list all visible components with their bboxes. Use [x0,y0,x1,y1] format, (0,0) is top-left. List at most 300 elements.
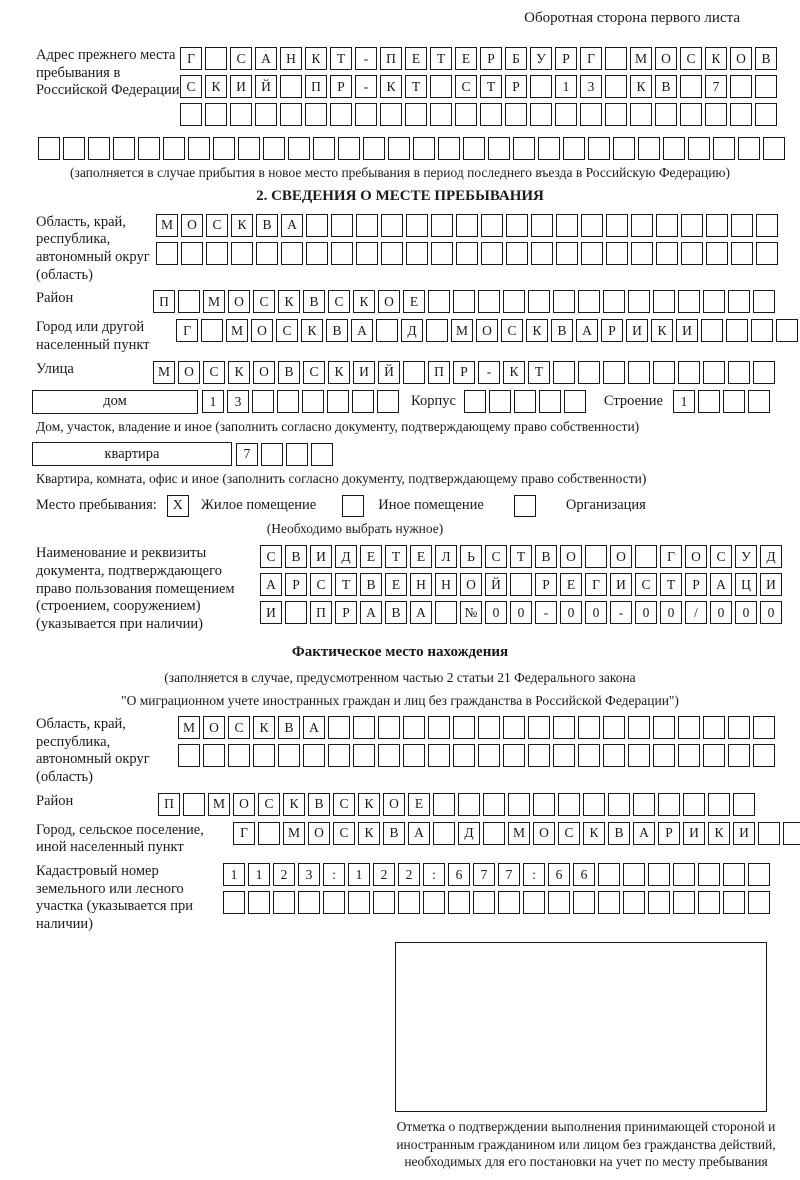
char-cell[interactable] [453,716,475,739]
char-cell[interactable] [252,390,274,413]
char-cell[interactable] [363,137,385,160]
city-row[interactable] [176,319,800,342]
char-cell[interactable]: К [353,290,375,313]
char-cell[interactable]: М [226,319,248,342]
char-cell[interactable]: 6 [548,863,570,886]
char-cell[interactable] [598,891,620,914]
char-cell[interactable]: О [610,545,632,568]
char-cell[interactable] [473,891,495,914]
char-cell[interactable]: Д [335,545,357,568]
char-cell[interactable]: 0 [510,601,532,624]
char-cell[interactable] [728,290,750,313]
char-cell[interactable]: С [455,75,477,98]
char-cell[interactable]: : [323,863,345,886]
char-cell[interactable] [635,545,657,568]
char-cell[interactable] [528,290,550,313]
char-cell[interactable] [323,891,345,914]
char-cell[interactable] [428,716,450,739]
char-cell[interactable] [426,319,448,342]
char-cell[interactable] [248,891,270,914]
char-cell[interactable] [281,242,303,265]
char-cell[interactable]: М [178,716,200,739]
char-cell[interactable] [530,75,552,98]
previous-address-row-1[interactable] [180,47,780,70]
char-cell[interactable]: А [633,822,655,845]
char-cell[interactable]: С [206,214,228,237]
char-cell[interactable]: 2 [273,863,295,886]
char-cell[interactable] [188,137,210,160]
char-cell[interactable] [751,319,773,342]
char-cell[interactable]: Р [601,319,623,342]
char-cell[interactable] [633,793,655,816]
document-row-3[interactable] [260,601,785,624]
document-row-2[interactable] [260,573,785,596]
char-cell[interactable] [698,390,720,413]
char-cell[interactable]: А [260,573,282,596]
char-cell[interactable]: Р [453,361,475,384]
char-cell[interactable] [503,716,525,739]
char-cell[interactable]: Д [760,545,782,568]
char-cell[interactable]: Т [510,545,532,568]
char-cell[interactable]: С [328,290,350,313]
char-cell[interactable] [277,390,299,413]
char-cell[interactable]: В [360,573,382,596]
char-cell[interactable] [528,716,550,739]
char-cell[interactable]: К [526,319,548,342]
char-cell[interactable] [456,214,478,237]
char-cell[interactable]: М [208,793,230,816]
char-cell[interactable]: М [283,822,305,845]
house-type-box[interactable]: дом [32,390,198,414]
char-cell[interactable] [663,137,685,160]
char-cell[interactable]: А [410,601,432,624]
char-cell[interactable]: М [630,47,652,70]
char-cell[interactable] [553,290,575,313]
char-cell[interactable]: 6 [573,863,595,886]
char-cell[interactable] [506,242,528,265]
char-cell[interactable] [403,716,425,739]
char-cell[interactable] [377,390,399,413]
char-cell[interactable] [456,242,478,265]
char-cell[interactable] [428,744,450,767]
char-cell[interactable]: Е [385,573,407,596]
char-cell[interactable]: И [626,319,648,342]
char-cell[interactable] [523,891,545,914]
char-cell[interactable] [683,793,705,816]
char-cell[interactable] [506,214,528,237]
char-cell[interactable] [178,290,200,313]
char-cell[interactable] [231,242,253,265]
char-cell[interactable] [278,744,300,767]
fact-region-row-2[interactable] [178,744,778,767]
char-cell[interactable]: 0 [635,601,657,624]
fact-city-row[interactable] [233,822,800,845]
char-cell[interactable]: Г [585,573,607,596]
char-cell[interactable]: В [383,822,405,845]
char-cell[interactable] [603,744,625,767]
char-cell[interactable]: Т [385,545,407,568]
char-cell[interactable] [453,290,475,313]
char-cell[interactable]: В [278,361,300,384]
cadastral-row-2[interactable] [223,891,773,914]
char-cell[interactable] [303,744,325,767]
char-cell[interactable] [381,214,403,237]
char-cell[interactable]: Д [401,319,423,342]
char-cell[interactable] [598,863,620,886]
char-cell[interactable] [313,137,335,160]
char-cell[interactable] [528,744,550,767]
char-cell[interactable] [458,793,480,816]
char-cell[interactable]: К [283,793,305,816]
char-cell[interactable] [480,103,502,126]
char-cell[interactable]: О [730,47,752,70]
char-cell[interactable]: С [303,361,325,384]
char-cell[interactable]: О [253,361,275,384]
char-cell[interactable] [581,242,603,265]
char-cell[interactable]: Т [430,47,452,70]
char-cell[interactable] [273,891,295,914]
char-cell[interactable] [555,103,577,126]
char-cell[interactable] [305,103,327,126]
char-cell[interactable] [631,214,653,237]
char-cell[interactable] [678,744,700,767]
char-cell[interactable] [255,103,277,126]
char-cell[interactable] [163,137,185,160]
char-cell[interactable] [623,863,645,886]
char-cell[interactable]: С [501,319,523,342]
char-cell[interactable] [503,290,525,313]
char-cell[interactable] [453,744,475,767]
char-cell[interactable] [556,214,578,237]
char-cell[interactable] [306,242,328,265]
char-cell[interactable]: Т [335,573,357,596]
char-cell[interactable] [398,891,420,914]
char-cell[interactable] [556,242,578,265]
char-cell[interactable] [327,390,349,413]
char-cell[interactable] [348,891,370,914]
char-cell[interactable] [205,47,227,70]
char-cell[interactable] [352,390,374,413]
char-cell[interactable]: 3 [298,863,320,886]
char-cell[interactable] [183,793,205,816]
char-cell[interactable] [728,744,750,767]
char-cell[interactable] [713,137,735,160]
char-cell[interactable]: Е [410,545,432,568]
char-cell[interactable]: С [203,361,225,384]
char-cell[interactable] [578,744,600,767]
char-cell[interactable] [438,137,460,160]
char-cell[interactable]: Р [335,601,357,624]
char-cell[interactable] [328,716,350,739]
char-cell[interactable] [353,744,375,767]
char-cell[interactable]: В [385,601,407,624]
char-cell[interactable]: 1 [673,390,695,413]
char-cell[interactable]: : [523,863,545,886]
char-cell[interactable] [228,744,250,767]
char-cell[interactable]: Й [485,573,507,596]
char-cell[interactable] [703,361,725,384]
char-cell[interactable] [431,242,453,265]
char-cell[interactable]: Т [330,47,352,70]
char-cell[interactable]: 0 [660,601,682,624]
char-cell[interactable] [631,242,653,265]
char-cell[interactable] [681,214,703,237]
char-cell[interactable]: И [260,601,282,624]
char-cell[interactable] [776,319,798,342]
char-cell[interactable] [223,891,245,914]
char-cell[interactable] [413,137,435,160]
korpus-cells[interactable] [464,390,589,413]
char-cell[interactable] [433,793,455,816]
char-cell[interactable] [406,242,428,265]
char-cell[interactable]: Ц [735,573,757,596]
char-cell[interactable]: О [533,822,555,845]
char-cell[interactable]: О [308,822,330,845]
cadastral-row-1[interactable] [223,863,773,886]
char-cell[interactable]: А [255,47,277,70]
char-cell[interactable]: Т [660,573,682,596]
char-cell[interactable] [380,103,402,126]
char-cell[interactable] [478,744,500,767]
char-cell[interactable] [201,319,223,342]
apartment-number-cells[interactable] [236,443,336,466]
char-cell[interactable]: В [278,716,300,739]
char-cell[interactable] [653,290,675,313]
char-cell[interactable]: А [710,573,732,596]
char-cell[interactable]: С [230,47,252,70]
char-cell[interactable] [563,137,585,160]
char-cell[interactable] [756,214,778,237]
char-cell[interactable] [388,137,410,160]
char-cell[interactable] [311,443,333,466]
char-cell[interactable] [678,716,700,739]
char-cell[interactable] [355,103,377,126]
char-cell[interactable] [455,103,477,126]
char-cell[interactable] [253,744,275,767]
char-cell[interactable]: 1 [555,75,577,98]
char-cell[interactable] [628,716,650,739]
char-cell[interactable]: Р [505,75,527,98]
char-cell[interactable] [730,75,752,98]
char-cell[interactable]: № [460,601,482,624]
char-cell[interactable]: - [610,601,632,624]
char-cell[interactable] [430,75,452,98]
char-cell[interactable] [478,290,500,313]
char-cell[interactable] [378,744,400,767]
char-cell[interactable] [481,214,503,237]
char-cell[interactable]: 1 [348,863,370,886]
char-cell[interactable] [513,137,535,160]
char-cell[interactable] [205,103,227,126]
char-cell[interactable] [656,214,678,237]
stroenie-cells[interactable] [673,390,773,413]
char-cell[interactable]: В [535,545,557,568]
char-cell[interactable] [608,793,630,816]
char-cell[interactable] [583,793,605,816]
char-cell[interactable] [203,744,225,767]
char-cell[interactable] [113,137,135,160]
char-cell[interactable]: - [355,47,377,70]
char-cell[interactable] [630,103,652,126]
char-cell[interactable] [681,242,703,265]
char-cell[interactable]: О [476,319,498,342]
char-cell[interactable] [213,137,235,160]
char-cell[interactable] [628,744,650,767]
char-cell[interactable]: О [228,290,250,313]
char-cell[interactable] [603,290,625,313]
char-cell[interactable]: О [181,214,203,237]
char-cell[interactable] [578,290,600,313]
char-cell[interactable]: С [333,793,355,816]
char-cell[interactable]: Т [405,75,427,98]
char-cell[interactable] [605,75,627,98]
previous-address-row-2[interactable] [180,75,780,98]
char-cell[interactable]: Д [458,822,480,845]
char-cell[interactable] [585,545,607,568]
char-cell[interactable] [553,361,575,384]
char-cell[interactable]: Е [360,545,382,568]
char-cell[interactable] [678,361,700,384]
char-cell[interactable] [230,103,252,126]
char-cell[interactable] [330,103,352,126]
char-cell[interactable]: К [228,361,250,384]
char-cell[interactable] [306,214,328,237]
char-cell[interactable]: А [360,601,382,624]
char-cell[interactable] [238,137,260,160]
char-cell[interactable] [755,75,777,98]
char-cell[interactable] [423,891,445,914]
char-cell[interactable]: С [260,545,282,568]
char-cell[interactable] [331,214,353,237]
char-cell[interactable] [728,361,750,384]
char-cell[interactable]: И [676,319,698,342]
char-cell[interactable] [564,390,586,413]
char-cell[interactable]: С [558,822,580,845]
char-cell[interactable]: А [281,214,303,237]
char-cell[interactable]: С [680,47,702,70]
char-cell[interactable] [731,214,753,237]
char-cell[interactable] [376,319,398,342]
char-cell[interactable] [553,744,575,767]
char-cell[interactable]: М [156,214,178,237]
char-cell[interactable] [703,744,725,767]
char-cell[interactable]: К [305,47,327,70]
char-cell[interactable] [331,242,353,265]
other-premises-checkbox[interactable] [342,495,364,517]
char-cell[interactable] [758,822,780,845]
char-cell[interactable] [356,242,378,265]
char-cell[interactable] [578,716,600,739]
char-cell[interactable] [406,214,428,237]
char-cell[interactable] [298,891,320,914]
char-cell[interactable]: П [428,361,450,384]
char-cell[interactable] [178,744,200,767]
char-cell[interactable] [206,242,228,265]
char-cell[interactable] [628,361,650,384]
char-cell[interactable]: П [158,793,180,816]
char-cell[interactable] [88,137,110,160]
char-cell[interactable]: И [733,822,755,845]
char-cell[interactable] [728,716,750,739]
char-cell[interactable] [338,137,360,160]
char-cell[interactable]: М [153,361,175,384]
char-cell[interactable] [478,716,500,739]
char-cell[interactable] [688,137,710,160]
char-cell[interactable]: С [258,793,280,816]
char-cell[interactable] [539,390,561,413]
char-cell[interactable]: В [326,319,348,342]
apartment-type-box[interactable]: квартира [32,442,232,466]
char-cell[interactable] [580,103,602,126]
char-cell[interactable]: 6 [448,863,470,886]
char-cell[interactable] [510,573,532,596]
char-cell[interactable]: 0 [485,601,507,624]
previous-address-row-3[interactable] [180,103,780,126]
char-cell[interactable] [606,214,628,237]
char-cell[interactable] [605,103,627,126]
char-cell[interactable] [658,793,680,816]
char-cell[interactable] [263,137,285,160]
char-cell[interactable] [498,891,520,914]
char-cell[interactable] [405,103,427,126]
char-cell[interactable]: 0 [585,601,607,624]
char-cell[interactable] [531,214,553,237]
char-cell[interactable] [701,319,723,342]
char-cell[interactable]: Р [535,573,557,596]
char-cell[interactable]: О [378,290,400,313]
char-cell[interactable]: Г [580,47,602,70]
char-cell[interactable] [613,137,635,160]
char-cell[interactable] [733,793,755,816]
char-cell[interactable]: П [380,47,402,70]
char-cell[interactable] [753,716,775,739]
char-cell[interactable]: Б [505,47,527,70]
char-cell[interactable]: Н [435,573,457,596]
char-cell[interactable]: К [253,716,275,739]
char-cell[interactable]: В [755,47,777,70]
char-cell[interactable]: О [685,545,707,568]
char-cell[interactable]: К [630,75,652,98]
char-cell[interactable] [588,137,610,160]
char-cell[interactable] [503,744,525,767]
char-cell[interactable] [628,290,650,313]
char-cell[interactable] [748,863,770,886]
char-cell[interactable] [258,822,280,845]
char-cell[interactable]: К [503,361,525,384]
fact-district-row[interactable] [158,793,758,816]
char-cell[interactable]: Й [378,361,400,384]
region-row-1[interactable] [156,214,781,237]
char-cell[interactable] [753,290,775,313]
char-cell[interactable]: Ь [460,545,482,568]
char-cell[interactable] [531,242,553,265]
char-cell[interactable] [753,361,775,384]
char-cell[interactable] [180,103,202,126]
char-cell[interactable] [783,822,800,845]
char-cell[interactable]: 7 [498,863,520,886]
char-cell[interactable] [673,863,695,886]
char-cell[interactable]: Т [528,361,550,384]
char-cell[interactable]: И [760,573,782,596]
char-cell[interactable] [678,290,700,313]
char-cell[interactable]: - [478,361,500,384]
char-cell[interactable] [285,601,307,624]
char-cell[interactable]: К [328,361,350,384]
char-cell[interactable]: 3 [580,75,602,98]
char-cell[interactable] [489,390,511,413]
char-cell[interactable] [703,290,725,313]
char-cell[interactable] [756,242,778,265]
